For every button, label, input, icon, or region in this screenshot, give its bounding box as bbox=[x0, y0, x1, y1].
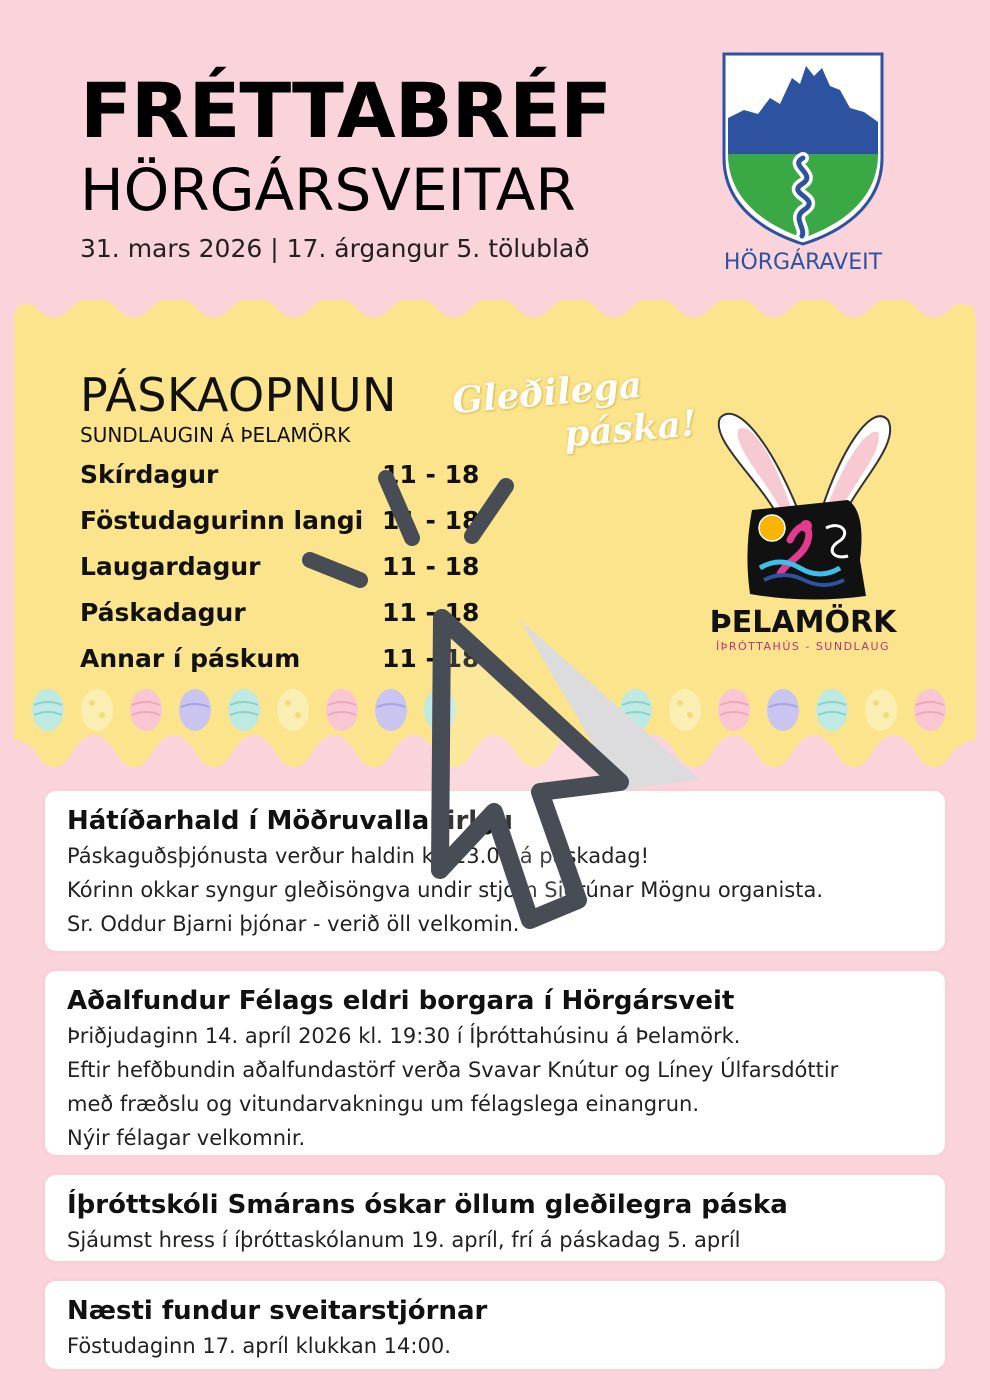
greeting-line-1: Gleðilega bbox=[450, 363, 644, 423]
newsletter-subtitle: HÖRGÁRSVEITAR bbox=[80, 156, 576, 224]
easter-egg-icon bbox=[277, 689, 309, 731]
sports-centre-logo-name: ÞELAMÖRK bbox=[709, 605, 897, 640]
notice-line: Sjáumst hress í íþróttaskólanum 19. apríl, frí á páskadag 5. apríl bbox=[67, 1228, 741, 1252]
notice-card bbox=[42, 1278, 948, 1372]
easter-egg-icon bbox=[767, 689, 799, 731]
easter-egg-icon bbox=[179, 689, 211, 731]
hours-row bbox=[80, 506, 500, 552]
municipality-crest-icon bbox=[718, 48, 888, 248]
hours-day: Laugardagur bbox=[80, 552, 261, 581]
notice-title: Næsti fundur sveitarstjórnar bbox=[67, 1296, 488, 1326]
easter-egg-icon bbox=[81, 689, 113, 731]
pool-hours-title: PÁSKAOPNUN bbox=[80, 368, 397, 422]
hours-row bbox=[80, 460, 500, 506]
hours-day: Páskadagur bbox=[80, 598, 246, 627]
hours-time: 11 - 18 bbox=[382, 552, 480, 581]
hours-day: Föstudagurinn langi bbox=[80, 506, 364, 535]
crest-label: HÖRGÁRAVEIT bbox=[723, 250, 883, 275]
notice-card bbox=[42, 788, 948, 954]
hours-time: 11 - 18 bbox=[382, 598, 480, 627]
hours-row bbox=[80, 644, 500, 690]
hours-time: 11 - 18 bbox=[382, 506, 480, 535]
sports-centre-logo-tagline: ÍÞRÓTTAHÚS - SUNDLAUG bbox=[715, 640, 891, 653]
notice-line: Eftir hefðbundin aðalfundastörf verða Svavar Knútur og Líney Úlfarsdóttir bbox=[67, 1058, 839, 1082]
hours-time: 11 - 18 bbox=[382, 644, 480, 673]
notice-card bbox=[42, 968, 948, 1158]
greeting-line-2: páska! bbox=[562, 402, 699, 456]
easter-egg-icon bbox=[865, 689, 897, 731]
notice-title: Hátíðarhald í Möðruvallakirkju bbox=[67, 806, 513, 836]
easter-eggs-decoration bbox=[30, 685, 960, 735]
hours-day: Annar í páskum bbox=[80, 644, 301, 673]
hours-row bbox=[80, 552, 500, 598]
newsletter-title: FRÉTTABRÉF bbox=[80, 66, 611, 155]
easter-egg-icon bbox=[718, 689, 750, 731]
notice-title: Aðalfundur Félags eldri borgara í Hörgársveit bbox=[67, 986, 735, 1016]
notice-line: með fræðslu og vitundarvakningu um félagslega einangrun. bbox=[67, 1092, 700, 1116]
newsletter-header bbox=[0, 0, 990, 340]
notice-line: Nýir félagar velkomnir. bbox=[67, 1126, 306, 1150]
easter-egg-icon bbox=[130, 689, 162, 731]
easter-egg-icon bbox=[424, 689, 456, 731]
pool-hours-table bbox=[80, 460, 500, 690]
hours-day: Skírdagur bbox=[80, 460, 219, 489]
notice-line: Sr. Oddur Bjarni þjónar - verið öll velkomin. bbox=[67, 912, 520, 936]
easter-egg-icon bbox=[669, 689, 701, 731]
notice-title: Íþróttskóli Smárans óskar öllum gleðilegra páska bbox=[67, 1190, 788, 1220]
issue-dateline: 31. mars 2026 | 17. árgangur 5. tölublað bbox=[80, 234, 590, 263]
easter-egg-icon bbox=[914, 689, 946, 731]
notice-card bbox=[42, 1172, 948, 1264]
hours-time: 11 - 18 bbox=[382, 460, 480, 489]
notice-line: Páskaguðsþjónusta verður haldin kl. 13.00 á páskadag! bbox=[67, 844, 650, 868]
hours-row bbox=[80, 598, 500, 644]
notice-line: Kórinn okkar syngur gleðisöngva undir stjórn Sigrúnar Mögnu organista. bbox=[67, 878, 823, 902]
notice-line: Þriðjudaginn 14. apríl 2026 kl. 19:30 í Íþróttahúsinu á Þelamörk. bbox=[67, 1024, 741, 1048]
easter-egg-icon bbox=[375, 689, 407, 731]
easter-egg-icon bbox=[32, 689, 64, 731]
easter-egg-icon bbox=[228, 689, 260, 731]
easter-egg-icon bbox=[326, 689, 358, 731]
pool-hours-subtitle: SUNDLAUGIN Á ÞELAMÖRK bbox=[80, 423, 351, 447]
easter-egg-icon bbox=[620, 689, 652, 731]
notice-line: Föstudaginn 17. apríl klukkan 14:00. bbox=[67, 1334, 451, 1358]
easter-egg-icon bbox=[816, 689, 848, 731]
